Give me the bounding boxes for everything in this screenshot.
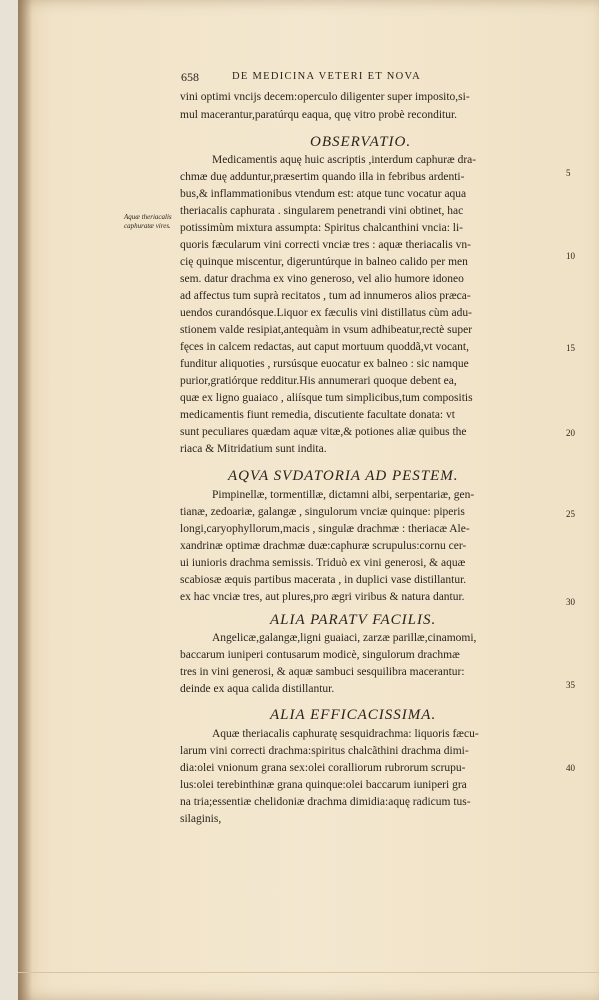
text-line: fęces in calcem redactas, aut caput mortuum quoddã,vt vocant,: [180, 341, 469, 353]
text-line: baccarum iuniperi contusarum modicè, singulorum drachmæ: [180, 649, 460, 661]
text-line: bus,& inflammationibus vtendum est: atque tunc vocatur aqua: [180, 188, 467, 200]
text-line: ad affectus tum suprà recitatos , tum ad innumeros alios præca-: [180, 290, 471, 302]
line-number-30: 30: [566, 597, 575, 607]
page-bottom-edge: [18, 972, 599, 973]
text-line: ex hac vnciæ tres, aut plures,pro ægri viribus & natura dantur.: [180, 591, 465, 603]
text-line: tres in vini generosi, & aquæ sambuci sesquilibra macerantur:: [180, 666, 465, 678]
text-line: potissimùm mixtura assumpta: Spiritus chalcanthini vncia: li-: [180, 222, 463, 234]
text-line: dia:olei vnionum grana sex:olei coralliorum rubrorum scrupu-: [180, 762, 466, 774]
text-line: Aquæ theriacalis caphuratę sesquidrachma: liquoris fæcu-: [212, 728, 479, 740]
heading-alia-efficacissima: ALIA EFFICACISSIMA.: [270, 707, 437, 723]
text-line: purior,gratiórque redditur.His annumerari quoque debent ea,: [180, 375, 457, 387]
margin-note-line-2: caphuratæ vires.: [124, 222, 171, 230]
text-line: silaginis,: [180, 813, 222, 825]
text-line: sem. datur drachma ex vino generoso, vel alio humore idoneo: [180, 273, 464, 285]
line-number-10: 10: [566, 251, 575, 261]
text-line: longi,caryophyllorum,macis , singulæ drachmæ : theriacæ Ale-: [180, 523, 470, 535]
text-line: quoris fæcularum vini correcti vnciæ tres : aquæ theriacalis vn-: [180, 239, 471, 251]
text-line: tianæ, zedoariæ, galangæ , singulorum vnciæ quinque: piperis: [180, 506, 465, 518]
text-line: cię quinque miscentur, digeruntúrque in balneo calido per men: [180, 256, 468, 268]
text-line: Medicamentis aquę huic ascriptis ,interdum caphuræ dra-: [212, 154, 477, 166]
text-line: scabiosæ æquis partibus macerata , in duplici vase distillantur.: [180, 574, 467, 586]
line-number-15: 15: [566, 343, 575, 353]
heading-aqua-sudatoria: AQVA SVDATORIA AD PESTEM.: [228, 468, 459, 484]
line-number-5: 5: [566, 168, 571, 178]
margin-note-line-1: Aquæ theriacalis: [124, 213, 172, 221]
text-line: na tria;essentiæ chelidoniæ drachma dimidia:aquę radicum tus-: [180, 796, 471, 808]
line-number-40: 40: [566, 763, 575, 773]
text-line: funditur aliquoties , rursúsque euocatur ex balneo : sic namque: [180, 358, 469, 370]
text-line: theriacalis caphurata . singularem penetrandi vini obtinet, hac: [180, 205, 464, 217]
line-number-25: 25: [566, 509, 575, 519]
heading-observatio: OBSERVATIO.: [310, 134, 412, 150]
text-line: mul macerantur,paratúrqu eaqua, quę vitro probè reconditur.: [180, 109, 458, 121]
text-line: xandrinæ optimæ drachmæ duæ:caphuræ scrupulus:cornu cer-: [180, 540, 467, 552]
text-line: Pimpinellæ, tormentillæ, dictamni albi, serpentariæ, gen-: [212, 489, 475, 501]
page-number: 658: [181, 70, 199, 84]
heading-alia-paratu-facilis: ALIA PARATV FACILIS.: [270, 612, 437, 628]
text-line: sunt peculiares quædam aquæ vitæ,& potiones aliæ quibus the: [180, 426, 467, 438]
text-line: riaca & Mitridatium sunt indita.: [180, 443, 327, 455]
text-line: ui iunioris drachma semissis. Triduò ex vini generosi, & aquæ: [180, 557, 466, 569]
text-line: deinde ex aqua calida distillantur.: [180, 683, 335, 695]
line-number-20: 20: [566, 428, 575, 438]
running-title: DE MEDICINA VETERI ET NOVA: [232, 71, 421, 82]
text-line: medicamentis fiunt remedia, discutiente facultate donata: vt: [180, 409, 455, 421]
text-line: vini optimi vncijs decem:operculo diligenter super imposito,si-: [180, 91, 470, 103]
text-line: uendos curandósque.Liquor ex fæculis vini distillatus cùm adu-: [180, 307, 472, 319]
page-gutter-shadow: [18, 0, 32, 1000]
text-line: larum vini correcti drachma:spiritus chalcãthini drachma dimi-: [180, 745, 469, 757]
text-line: lus:olei terebinthinæ grana quinque:olei baccarum iuniperi gra: [180, 779, 467, 791]
text-line: quæ ex ligno guaiaco , aliísque tum simplicibus,tum compositis: [180, 392, 473, 404]
text-line: Angelicæ,galangæ,ligni guaiaci, zarzæ parillæ,cinamomi,: [212, 632, 477, 644]
text-line: stionem valde resipiat,antequàm in vsum adhibeatur,rectè super: [180, 324, 473, 336]
line-number-35: 35: [566, 680, 575, 690]
text-line: chmæ duę adduntur,præsertim quando illa in febribus ardenti-: [180, 171, 465, 183]
